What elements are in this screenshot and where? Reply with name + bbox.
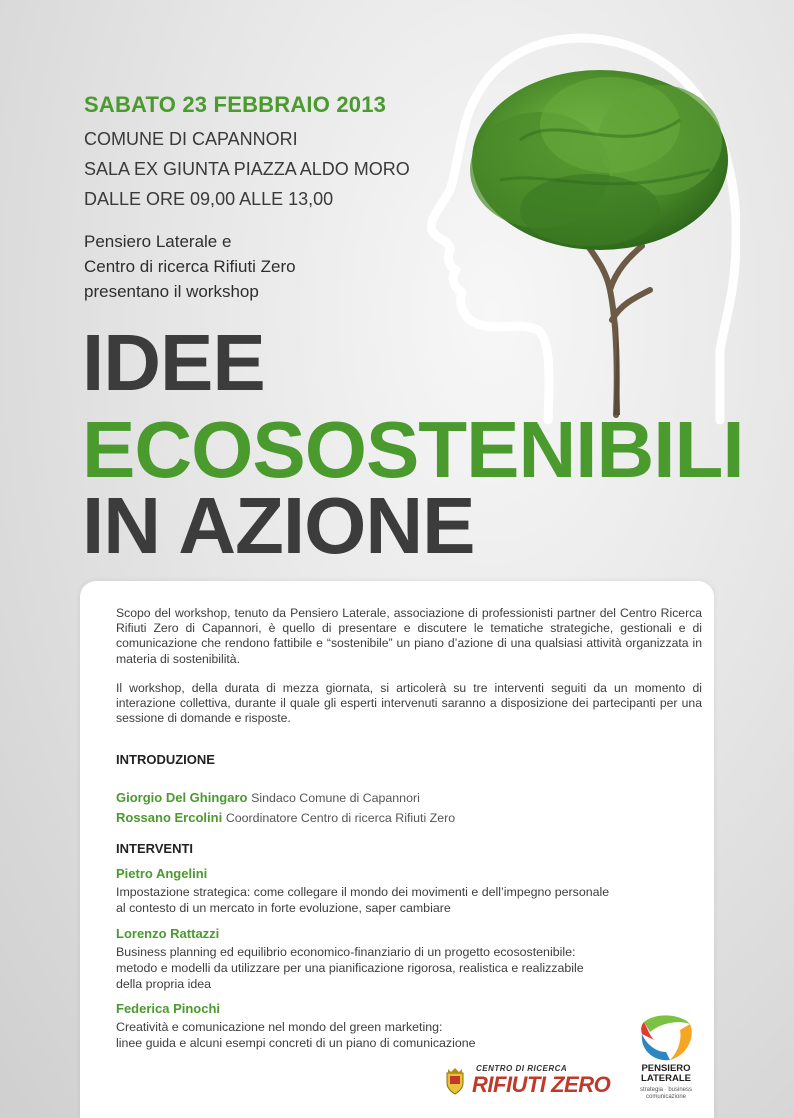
intro-speaker: [116, 790, 420, 805]
speaker-name: Giorgio Del Ghingaro: [116, 790, 248, 805]
speaker-name: Rossano Ercolini: [116, 810, 223, 825]
speaker-role: Sindaco Comune di Capannori: [251, 791, 420, 805]
talk-description: [116, 1019, 706, 1051]
talk-description-line: Business planning ed equilibrio economico-finanziario di un progetto ecosostenibile:: [116, 945, 576, 959]
venue-line: SALA EX GIUNTA PIAZZA ALDO MORO: [84, 159, 410, 179]
talk-description-line: della propria idea: [116, 977, 212, 991]
description-paragraph: Il workshop, della durata di mezza giornata, si articolerà su tre interventi seguiti da un momento di interazione collettiva, durante il quale gli esperti intervenuti saranno a disposizione dei partecipanti per una sessione di domande e risposte.: [116, 681, 702, 726]
section-heading-interventi: INTERVENTI: [116, 841, 194, 856]
talk-description: [116, 944, 706, 992]
talk-description-line: Impostazione strategica: come collegare il mondo dei movimenti e dell’impegno personale: [116, 885, 610, 899]
title-line-1: IDEE: [82, 318, 265, 407]
rifiuti-zero-logo-main: RIFIUTI ZERO: [472, 1072, 611, 1097]
comune-crest-icon: [444, 1067, 466, 1097]
talk-description-line: metodo e modelli da utilizzare per una pianificazione rigorosa, realistica e realizzabile: [116, 961, 584, 975]
talk-description-line: al contesto di un mercato in forte evoluzione, saper cambiare: [116, 901, 451, 915]
talk-description-line: linee guida e alcuni esempi concreti di un piano di comunicazione: [116, 1036, 476, 1050]
event-date: SABATO 23 FEBBRAIO 2013: [84, 92, 387, 117]
section-heading-introduzione: INTRODUZIONE: [116, 752, 215, 767]
description-paragraph: Scopo del workshop, tenuto da Pensiero Laterale, associazione di professionisti partner del Centro Ricerca Rifiuti Zero di Capannori, è quello di presentare e discutere le tematiche strategiche, gestionali e di comunicazione che rendono fattibile e “sostenibile” un piano d’azione di una qualsiasi attività organizzata in materia di sostenibilità.: [116, 606, 702, 666]
title-line-2: ECOSOSTENIBILI: [82, 405, 744, 494]
tree-brain-head-illustration: [420, 20, 740, 430]
title-line-3: IN AZIONE: [82, 481, 475, 570]
presenters-line: presentano il workshop: [84, 282, 259, 301]
rifiuti-zero-logo-top: CENTRO DI RICERCA: [476, 1064, 568, 1073]
talk-speaker-name: Pietro Angelini: [116, 866, 208, 881]
intro-speaker: [116, 810, 455, 825]
rifiuti-zero-logo: [472, 1062, 622, 1102]
speaker-role: Coordinatore Centro di ricerca Rifiuti Zero: [225, 811, 456, 825]
event-time: DALLE ORE 09,00 ALLE 13,00: [84, 189, 334, 209]
presenters-line: Pensiero Laterale e: [84, 232, 232, 251]
talk-description: [116, 884, 706, 916]
presenters-line: Centro di ricerca Rifiuti Zero: [84, 257, 296, 276]
talk-description-line: Creatività e comunicazione nel mondo del green marketing:: [116, 1020, 443, 1034]
talk-speaker-name: Federica Pinochi: [116, 1001, 221, 1016]
talk-speaker-name: Lorenzo Rattazzi: [116, 926, 220, 941]
pensiero-laterale-logo-icon: [636, 1012, 696, 1062]
pensiero-laterale-logo-tagline: strategia · business comunicazione: [639, 1087, 693, 1100]
venue-line: COMUNE DI CAPANNORI: [84, 129, 298, 149]
pensiero-laterale-logo-name: PENSIERO LATERALE: [641, 1063, 691, 1084]
